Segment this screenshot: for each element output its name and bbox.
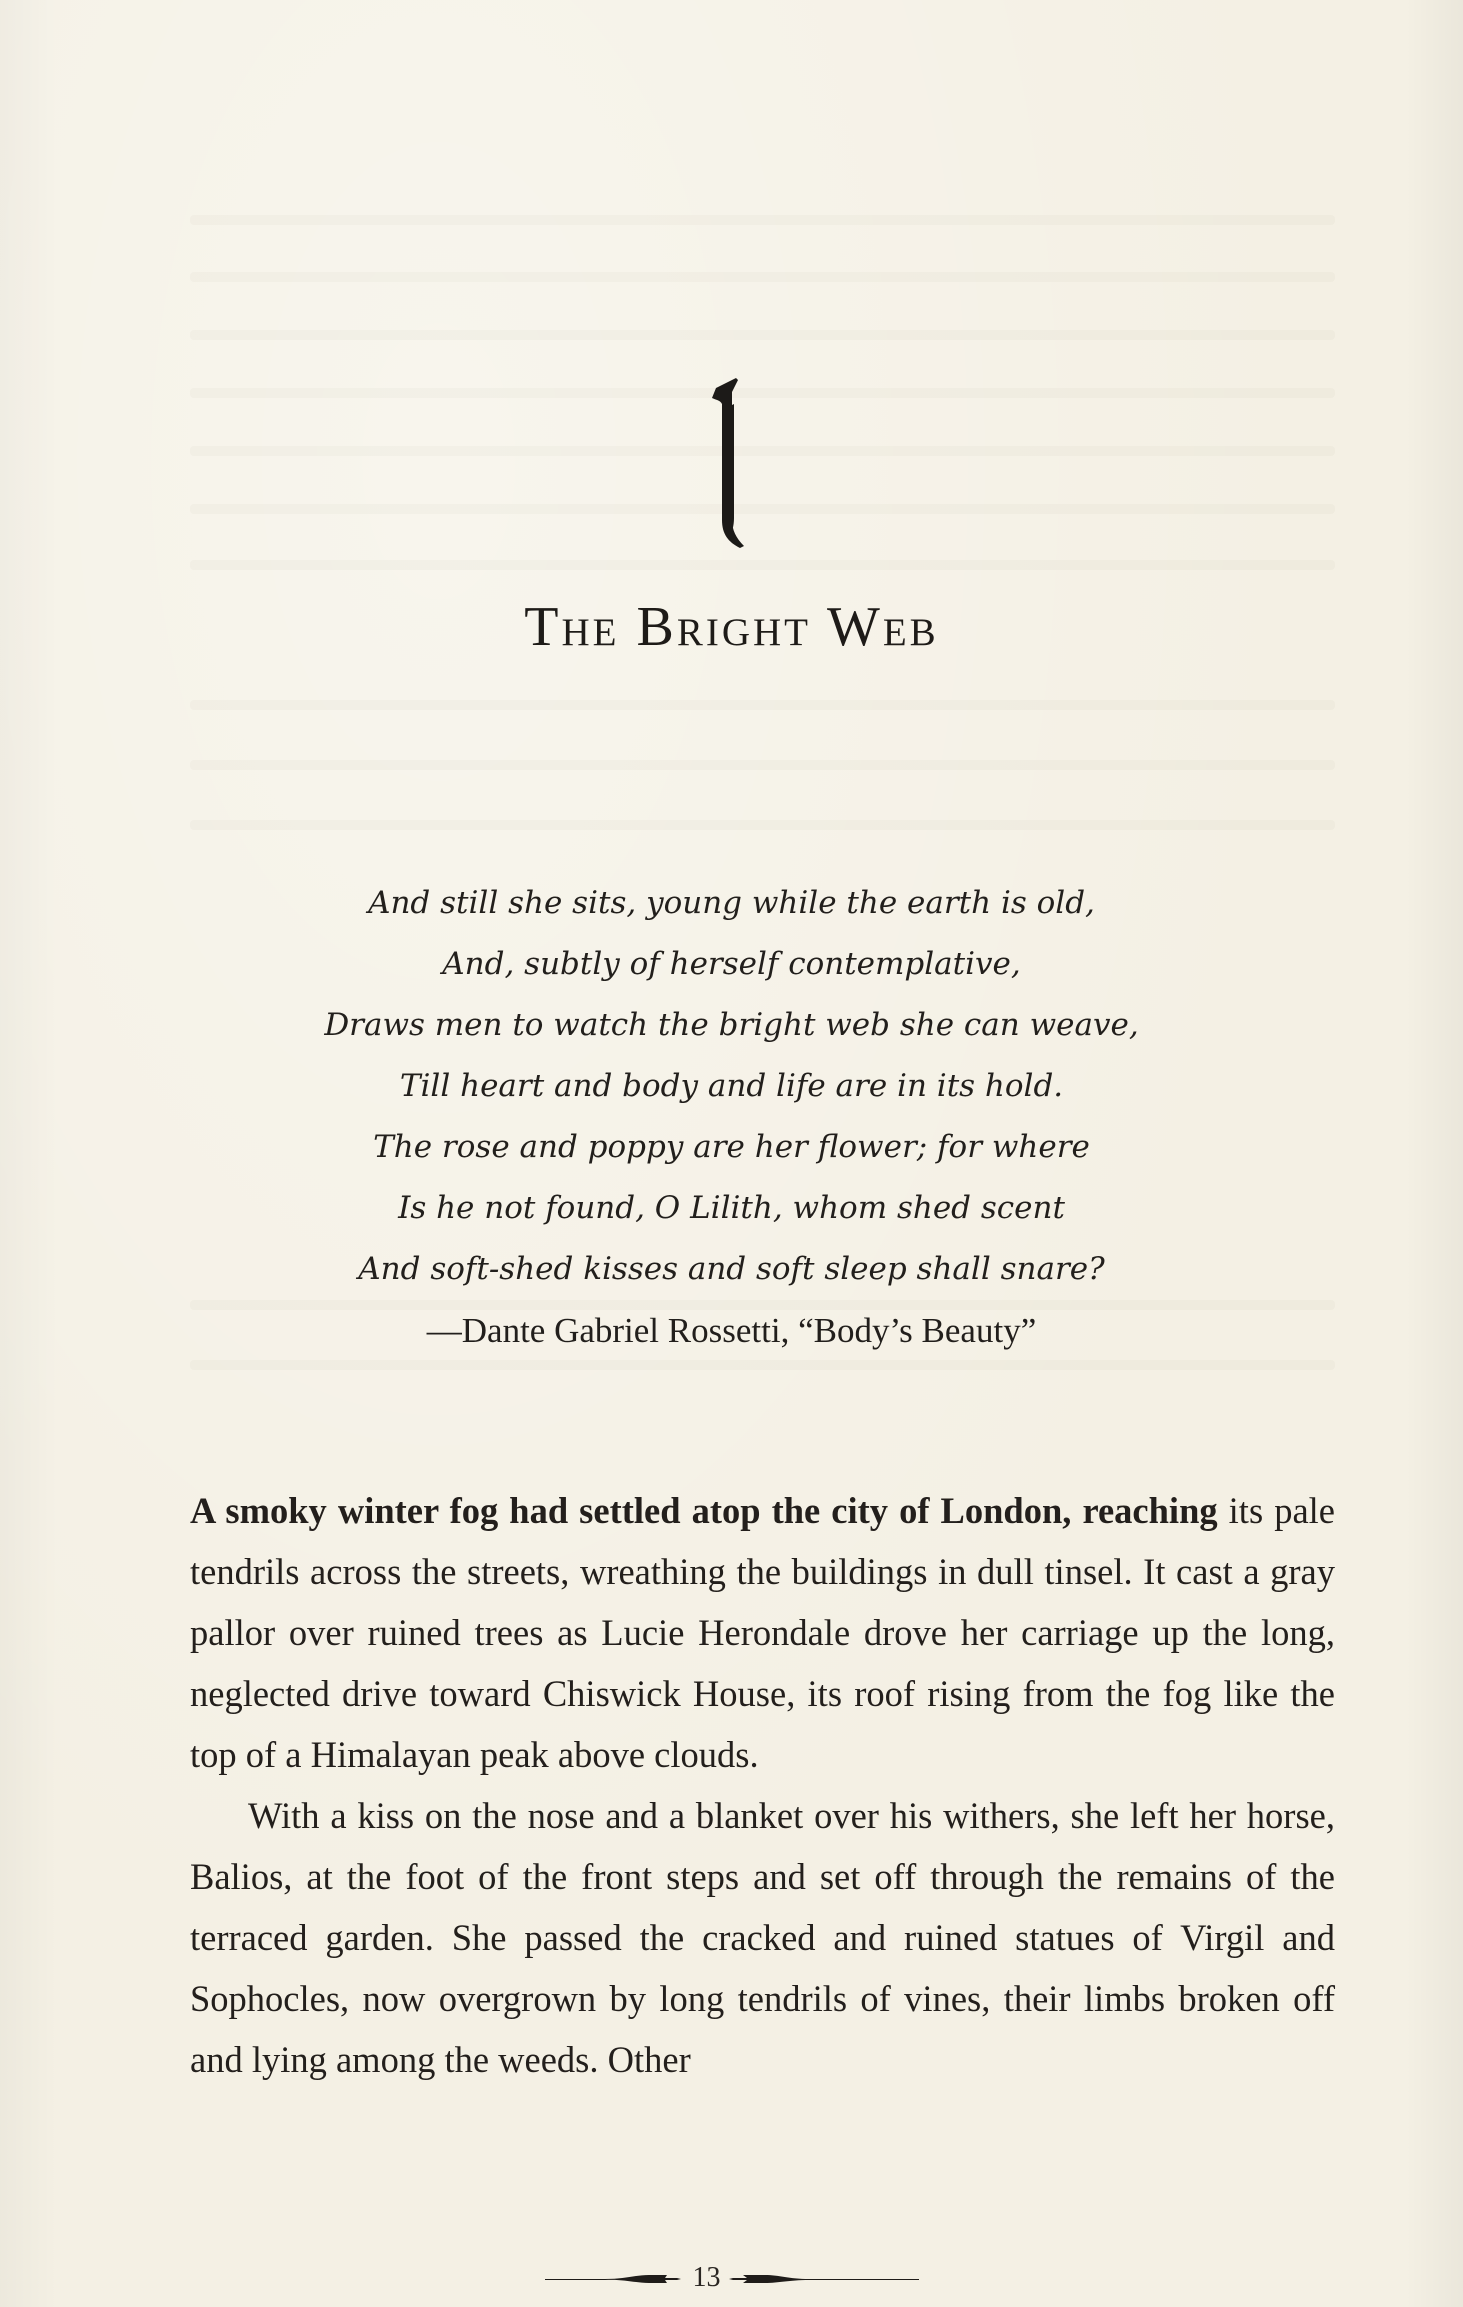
chapter-title: The Bright Web — [524, 596, 939, 658]
bleed-through-line — [190, 215, 1335, 225]
epigraph — [0, 873, 1463, 1361]
bleed-through-line — [190, 1360, 1335, 1370]
epigraph-line: And soft-shed kisses and soft sleep shall snare? — [358, 1251, 1105, 1287]
epigraph-line: And, subtly of herself contemplative, — [442, 946, 1021, 982]
body-paragraph — [190, 1480, 1335, 1785]
epigraph-line: And still she sits, young while the earth is old, — [368, 885, 1095, 921]
bleed-through-line — [190, 272, 1335, 282]
epigraph-line: The rose and poppy are her flower; for where — [373, 1129, 1090, 1165]
chapter-number-text: 1 — [731, 470, 733, 471]
bleed-through-line — [190, 560, 1335, 570]
bleed-through-line — [190, 820, 1335, 830]
left-flourish-ornament — [545, 2270, 685, 2286]
chapter-body — [190, 1480, 1335, 2090]
right-flourish-ornament — [729, 2270, 919, 2286]
bleed-through-line — [190, 760, 1335, 770]
bleed-through-line — [190, 700, 1335, 710]
epigraph-attribution: —Dante Gabriel Rossetti, “Body’s Beauty” — [426, 1311, 1037, 1350]
epigraph-line: Till heart and body and life are in its hold. — [399, 1068, 1064, 1104]
page-footer — [0, 2258, 1463, 2298]
epigraph-line: Draws men to watch the bright web she can weave, — [324, 1007, 1139, 1043]
page-number: 13 — [692, 2262, 721, 2293]
chapter-numeral-glyph — [702, 370, 762, 550]
chapter-number — [0, 370, 1463, 550]
bleed-through-line — [190, 330, 1335, 340]
paragraph-text: its pale tendrils across the streets, wreathing the buildings in dull tinsel. It cast a gray pallor over ruined trees as Lucie Herondale drove her carriage up the long, neglected drive toward Chiswick House, its roof rising from the fog like the top of a Himalayan peak above clouds. — [190, 1490, 1335, 1775]
body-paragraph: With a kiss on the nose and a blanket over his withers, she left her horse, Balios, at the foot of the front steps and set off through the remains of the terraced garden. She passed the cracked and ruined statues of Virgil and Sophocles, now overgrown by long tendrils of vines, their limbs broken off and lying among the weeds. Other — [190, 1795, 1335, 2080]
epigraph-line: Is he not found, O Lilith, whom shed scent — [398, 1190, 1065, 1226]
opening-line: A smoky winter fog had settled atop the city of London, reaching — [190, 1490, 1218, 1531]
